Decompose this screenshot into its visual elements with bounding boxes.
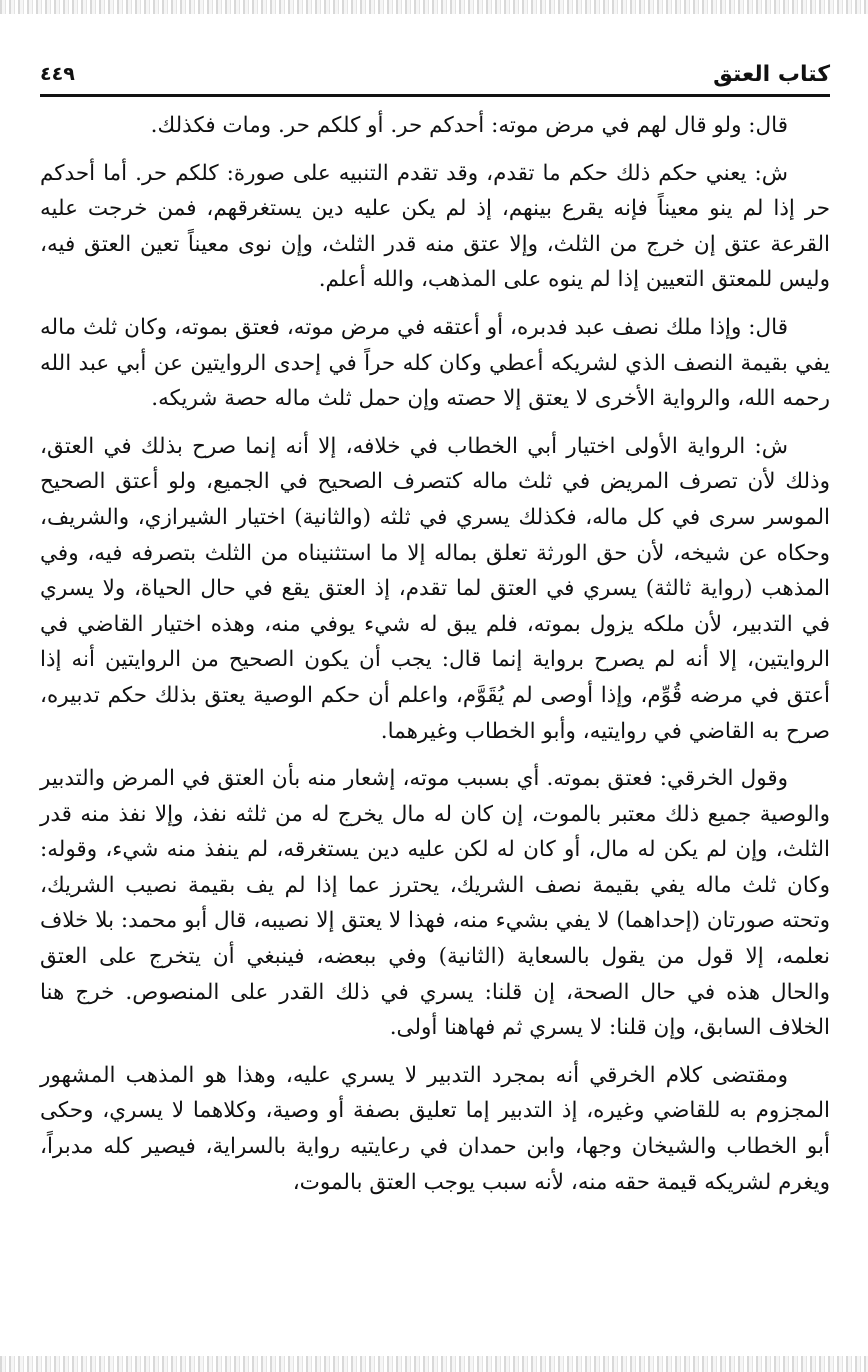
paragraph: قال: ولو قال لهم في مرض موته: أحدكم حر. أو كلكم حر. ومات فكذلك.	[150, 113, 788, 138]
page-number: ٤٤٩	[40, 63, 75, 85]
page-body	[40, 108, 830, 1200]
page-bottom-border	[0, 1356, 868, 1372]
paragraph: ش: يعني حكم ذلك حكم ما تقدم، وقد تقدم التنبيه على صورة: كلكم حر. أما أحدكم حر إذا لم ينو معيناً فإنه يقرع بينهم، إذ لم يكن عليه دين يستغرقهم، فمن خرجت عليه القرعة عتق إن خرج من الثلث، وإلا عتق منه قدر الثلث، وإن نوى معيناً تعين العتق فيه، وليس للمعتق التعيين إذا لم ينوه على المذهب، والله أعلم.	[40, 160, 830, 293]
header-rule	[40, 94, 830, 97]
paragraph: ش: الرواية الأولى اختيار أبي الخطاب في خلافه، إلا أنه إنما صرح بذلك في العتق، وذلك لأن تصرف المريض في ثلث ماله كتصرف الصحيح في الجميع، ولو أعتق الصحيح الموسر سرى في كل ماله، فكذلك يسري في ثلثه (والثانية) اختيار الشيرازي، والشريف، وحكاه عن شيخه، لأن حق الورثة تعلق بماله إلا ما استثنيناه من الثلث بتصرفه فيه، وفي المذهب (رواية ثالثة) يسري في العتق لما تقدم، إذ العتق يقع في حال الحياة، ولا يسري في التدبير، لأن ملكه يزول بموته، فلم يبق له شيء يوفي منه، وهذه اختيار القاضي في الروايتين، إلا أنه لم يصرح برواية إنما قال: يجب أن يكون الصحيح من الروايتين أنه إذا أعتق في مرضه قُوِّم، وإذا أوصى لم يُقَوَّم، واعلم أن حكم الوصية يعتق بذلك حكم تدبيره، صرح به القاضي في روايتيه، وأبو الخطاب وغيرهما.	[40, 433, 830, 744]
page-top-border	[0, 0, 868, 14]
paragraph: قال: وإذا ملك نصف عبد فدبره، أو أعتقه في مرض موته، فعتق بموته، وكان ثلث ماله يفي بقيمة النصف الذي لشريكه أعطي وكان كله حراً في إحدى الروايتين عن أبي عبد الله رحمه الله، والرواية الأخرى لا يعتق إلا حصته وإن حمل ثلث ماله حصة شريكه.	[40, 314, 830, 412]
book-page	[40, 14, 830, 1349]
running-title: كتاب العتق	[713, 61, 830, 87]
running-header	[40, 56, 830, 92]
paragraph: ومقتضى كلام الخرقي أنه بمجرد التدبير لا يسري عليه، وهذا هو المذهب المشهور المجزوم به للقاضي وغيره، إذ التدبير إما تعليق بصفة أو وصية، وكلاهما لا يسري، وحكى أبو الخطاب والشيخان وجها، وابن حمدان في رعايتيه رواية بالسراية، فيصير كله مدبراً، ويغرم لشريكه قيمة حقه منه، لأنه سبب يوجب العتق بالموت،	[40, 1062, 830, 1195]
paragraph: وقول الخرقي: فعتق بموته. أي بسبب موته، إشعار منه بأن العتق في المرض والتدبير والوصية جميع ذلك معتبر بالموت، إن كان له مال يخرج له من ثلثه نفذ، وإلا نفذ منه قدر الثلث، وإن لم يكن له مال، أو كان له لكن عليه دين يستغرقه، لم ينفذ منه شيء، وقوله: وكان ثلث ماله يفي بقيمة نصف الشريك، يحترز عما إذا لم يف بقيمة نصيب الشريك، وتحته صورتان (إحداهما) لا يفي بشيء منه، فهذا لا يعتق إلا نصيبه، قال أبو محمد: بلا خلاف نعلمه، إلا قول من يقول بالسعاية (الثانية) وفي ببعضه، فينبغي أن يتخرج على العتق والحال هذه في حال الصحة، إن قلنا: يسري في ذلك القدر على المنصوص. خرج هنا الخلاف السابق، وإن قلنا: لا يسري ثم فهاهنا أولى.	[40, 766, 830, 1041]
